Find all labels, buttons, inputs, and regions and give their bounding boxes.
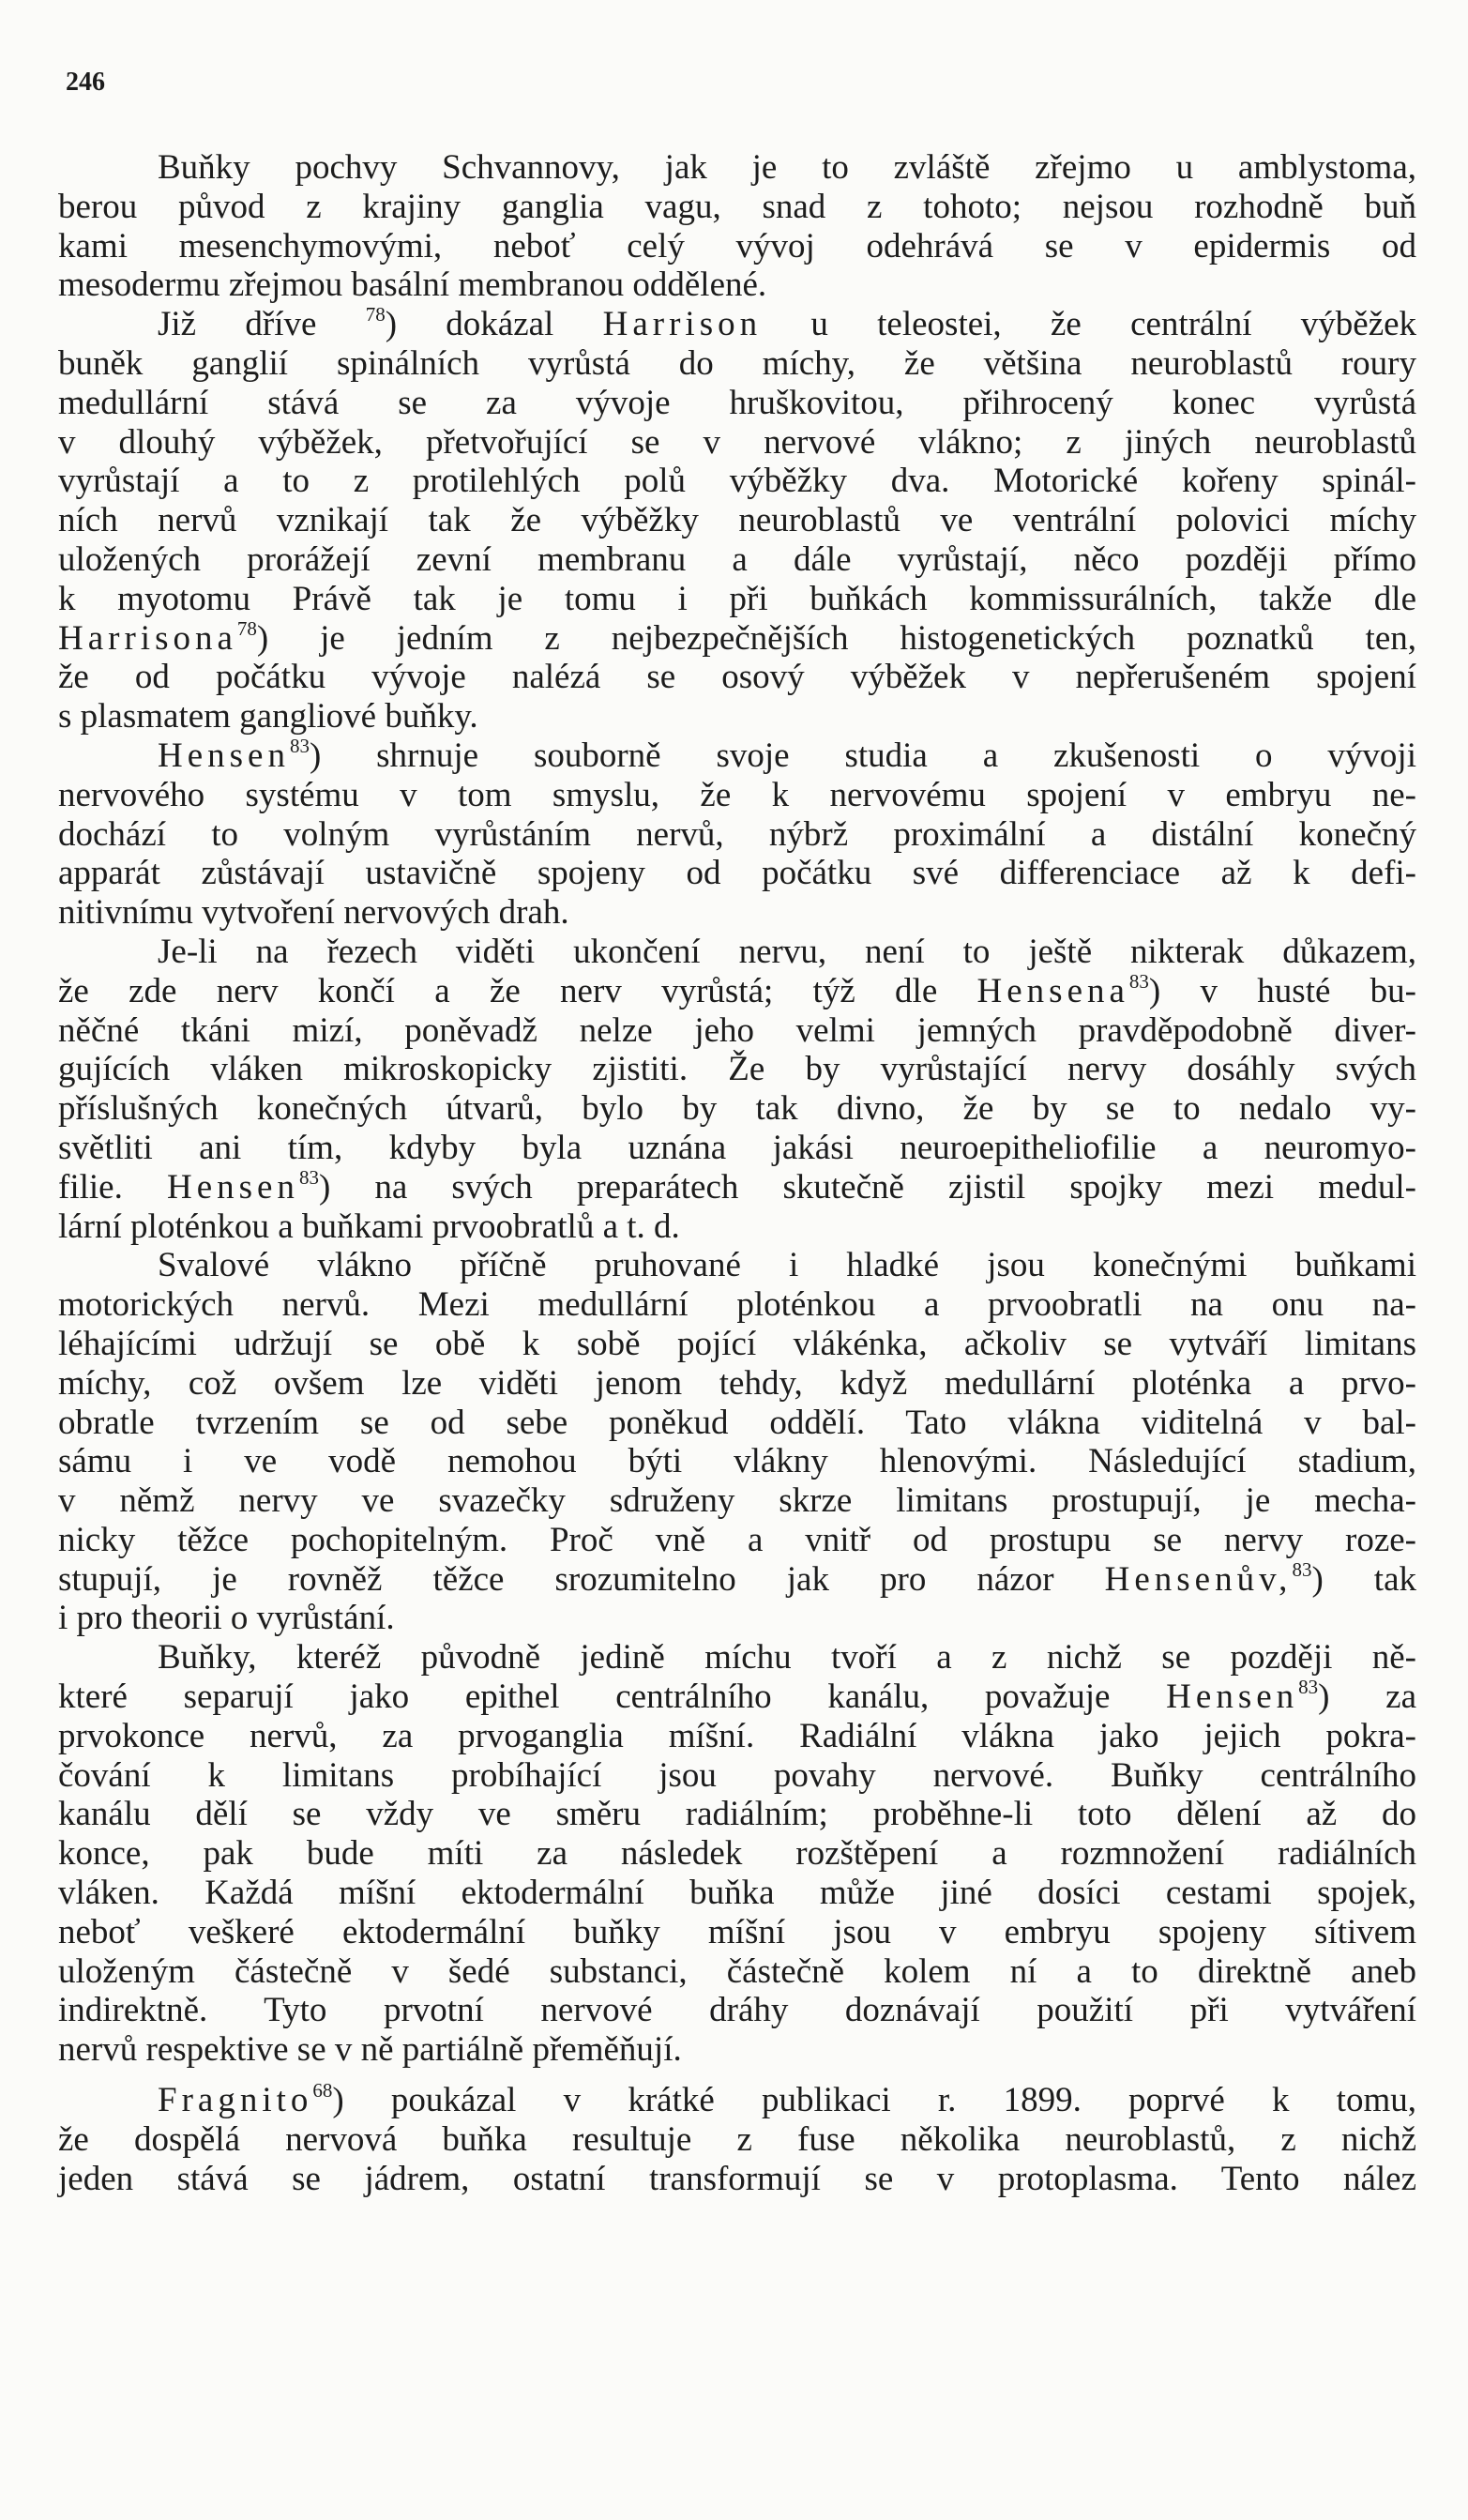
text-line: jeden stává se jádrem, ostatní transformují se v protoplasma. Tento nález xyxy=(58,2159,1416,2198)
reference-number: 83 xyxy=(1128,969,1149,993)
text-line xyxy=(58,616,1416,659)
text-line: míchy, což ovšem lze viděti jenom tehdy, když medullární ploténka a prvo- xyxy=(58,1363,1416,1403)
text-segment: u teleostei, že centrální výběžek xyxy=(810,305,1417,344)
text-line: nervů respektive se v ně partiálně přeměňují. xyxy=(58,2030,682,2070)
text-segment: filie. xyxy=(58,1167,123,1207)
text-line: léhajícími udržují se obě k sobě pojící vlákénka, ačkoliv se vytváří limitans xyxy=(58,1324,1416,1363)
text-line: že od počátku vývoje nalézá se osový výběžek v nepřerušeném spojení xyxy=(58,658,1416,697)
text-line xyxy=(58,1557,1417,1600)
text-line: sámu i ve vodě nemohou býti vlákny hlenovými. Následující stadium, xyxy=(58,1442,1416,1481)
text-line xyxy=(58,1677,1416,1717)
text-line: s plasmatem gangliové buňky. xyxy=(58,697,478,736)
text-line: konce, pak bude míti za následek rozštěpení a rozmnožení radiálních xyxy=(58,1834,1416,1874)
text-segment: ) je jedním z nejbezpečnějších histogenetických poznatků ten, xyxy=(256,618,1416,658)
text-line xyxy=(58,1165,1417,1207)
text-line: dochází to volným vyrůstáním nervů, nýbrž proximální a distální konečný xyxy=(58,814,1416,854)
reference-number: 83 xyxy=(1292,1557,1312,1581)
text-line: kanálu dělí se vždy ve směru radiálním; proběhne-li toto dělení až do xyxy=(58,1795,1416,1834)
text-segment: ) za xyxy=(1318,1677,1416,1717)
text-line: indirektně. Tyto prvotní nervové dráhy doznávají použití při vytváření xyxy=(58,1991,1416,2030)
text-line: lární ploténkou a buňkami prvoobratlů a t. d. xyxy=(58,1207,680,1246)
text-line xyxy=(58,2081,1416,2120)
text-line xyxy=(58,736,1416,776)
text-line: i pro theorii o vyrůstání. xyxy=(58,1599,395,1638)
text-line: vláken. Každá míšní ektodermální buňka může jiné dosíci cestami spojek, xyxy=(58,1874,1416,1913)
text-line: medullární stává se za vývoje hruškovitou, přihrocený konec vyrůstá xyxy=(58,383,1416,422)
text-segment: ) poukázal v krátké publikaci r. 1899. poprvé k tomu, xyxy=(332,2081,1416,2120)
text-segment: že zde nerv končí a že nerv vyrůstá; týž dle xyxy=(58,971,938,1010)
text-line: příslušných konečných útvarů, bylo by tak divno, že by se to nedalo vy- xyxy=(58,1089,1416,1129)
text-line: prvokonce nervů, za prvoganglia míšní. Radiální vlákna jako jejich pokra- xyxy=(58,1716,1416,1755)
text-segment: ) v husté bu- xyxy=(1148,971,1416,1010)
text-line: něčné tkáni mizí, poněvadž nelze jeho velmi jemných pravděpodobně diver- xyxy=(58,1010,1416,1050)
text-segment: ) shrnuje souborně svoje studia a zkušenosti o vývoji xyxy=(309,736,1416,775)
page-number: 246 xyxy=(66,68,105,97)
reference-number: 83 xyxy=(298,1165,319,1189)
text-line: Je-li na řezech viděti ukončení nervu, není to ještě nikterak důkazem, xyxy=(158,932,1416,971)
text-line xyxy=(58,305,1416,344)
reference-number: 83 xyxy=(289,734,310,757)
text-line: berou původ z krajiny ganglia vagu, snad z tohoto; nejsou rozhodně buň xyxy=(58,187,1416,226)
body-text xyxy=(58,148,1416,2198)
text-line: uložených prorážejí zevní membranu a dále vyrůstají, něco později přímo xyxy=(58,539,1416,579)
reference-number: 68 xyxy=(312,2079,333,2103)
text-line: nicky těžce pochopitelným. Proč vně a vnitř od prostupu se nervy roze- xyxy=(58,1520,1416,1559)
text-line: vyrůstají a to z protilehlých polů výběžky dva. Motorické kořeny spinál- xyxy=(58,462,1416,501)
author-name: Hensenův, xyxy=(1104,1559,1293,1599)
text-line: že dospělá nervová buňka resultuje z fuse několika neuroblastů, z nichž xyxy=(58,2119,1416,2159)
reference-number: 78 xyxy=(236,616,257,640)
text-line xyxy=(58,969,1416,1011)
text-line: kami mesenchymovými, neboť celý vývoj odehrává se v epidermis od xyxy=(58,226,1416,266)
author-name: Fragnito xyxy=(158,2081,313,2120)
text-segment: stupují, je rovněž těžce srozumitelno jak pro názor xyxy=(58,1559,1054,1599)
reference-number: 83 xyxy=(1298,1676,1319,1699)
text-segment: ) dokázal xyxy=(385,305,554,344)
text-line: obratle tvrzením se od sebe poněkud oddělí. Tato vlákna viditelná v bal- xyxy=(58,1403,1416,1442)
author-name: Hensen xyxy=(158,736,290,775)
author-name: Hensen xyxy=(166,1167,299,1207)
author-name: Hensen xyxy=(1166,1677,1299,1717)
text-line: gujících vláken mikroskopicky zjistiti. Že by vyrůstající nervy dosáhly svých xyxy=(58,1050,1416,1089)
text-segment: Již dříve xyxy=(158,305,317,344)
author-name: Hensena xyxy=(976,971,1129,1010)
text-line: uloženým částečně v šedé substanci, částečně kolem ní a to direktně aneb xyxy=(58,1951,1416,1991)
text-line: apparát zůstávají ustavičně spojeny od počátku své differenciace až k defi- xyxy=(58,854,1416,893)
text-line: čování k limitans probíhající jsou povahy nervové. Buňky centrálního xyxy=(58,1755,1416,1795)
text-line: světliti ani tím, kdyby byla uznána jakási neuroepitheliofilie a neuromyo- xyxy=(58,1128,1416,1167)
reference-number: 78 xyxy=(365,303,386,326)
text-segment: které separují jako epithel centrálního kanálu, považuje xyxy=(58,1677,1111,1717)
text-segment: ) na svých preparátech skutečně zjistil spojky mezi medul- xyxy=(318,1167,1417,1207)
text-line: mesodermu zřejmou basální membranou oddělené. xyxy=(58,266,767,305)
text-line: Buňky, kteréž původně jedině míchu tvoří a z nichž se později ně- xyxy=(158,1638,1416,1677)
text-line: buněk ganglií spinálních vyrůstá do míchy, že většina neuroblastů roury xyxy=(58,343,1416,383)
text-line: nitivnímu vytvoření nervových drah. xyxy=(58,893,569,933)
text-line: v dlouhý výběžek, přetvořující se v nervové vlákno; z jiných neuroblastů xyxy=(58,422,1416,462)
author-name: Harrisona xyxy=(58,618,237,658)
text-line: nervového systému v tom smyslu, že k nervovému spojení v embryu ne- xyxy=(58,775,1416,814)
text-line: motorických nervů. Mezi medullární ploténkou a prvoobratli na onu na- xyxy=(58,1285,1416,1325)
text-line: ních nervů vznikají tak že výběžky neuroblastů ve ventrální polovici míchy xyxy=(58,501,1416,540)
text-line: Svalové vlákno příčně pruhované i hladké jsou konečnými buňkami xyxy=(158,1246,1416,1285)
text-segment: ) tak xyxy=(1311,1559,1417,1599)
text-line: k myotomu Právě tak je tomu i při buňkách kommissurálních, takže dle xyxy=(58,579,1416,618)
text-line: Buňky pochvy Schvannovy, jak je to zvláště zřejmo u amblystoma, xyxy=(158,148,1416,187)
author-name: Harrison xyxy=(602,305,763,344)
text-line: v němž nervy ve svazečky sdruženy skrze limitans prostupují, je mecha- xyxy=(58,1481,1416,1521)
text-line: neboť veškeré ektodermální buňky míšní jsou v embryu spojeny sítivem xyxy=(58,1912,1416,1951)
